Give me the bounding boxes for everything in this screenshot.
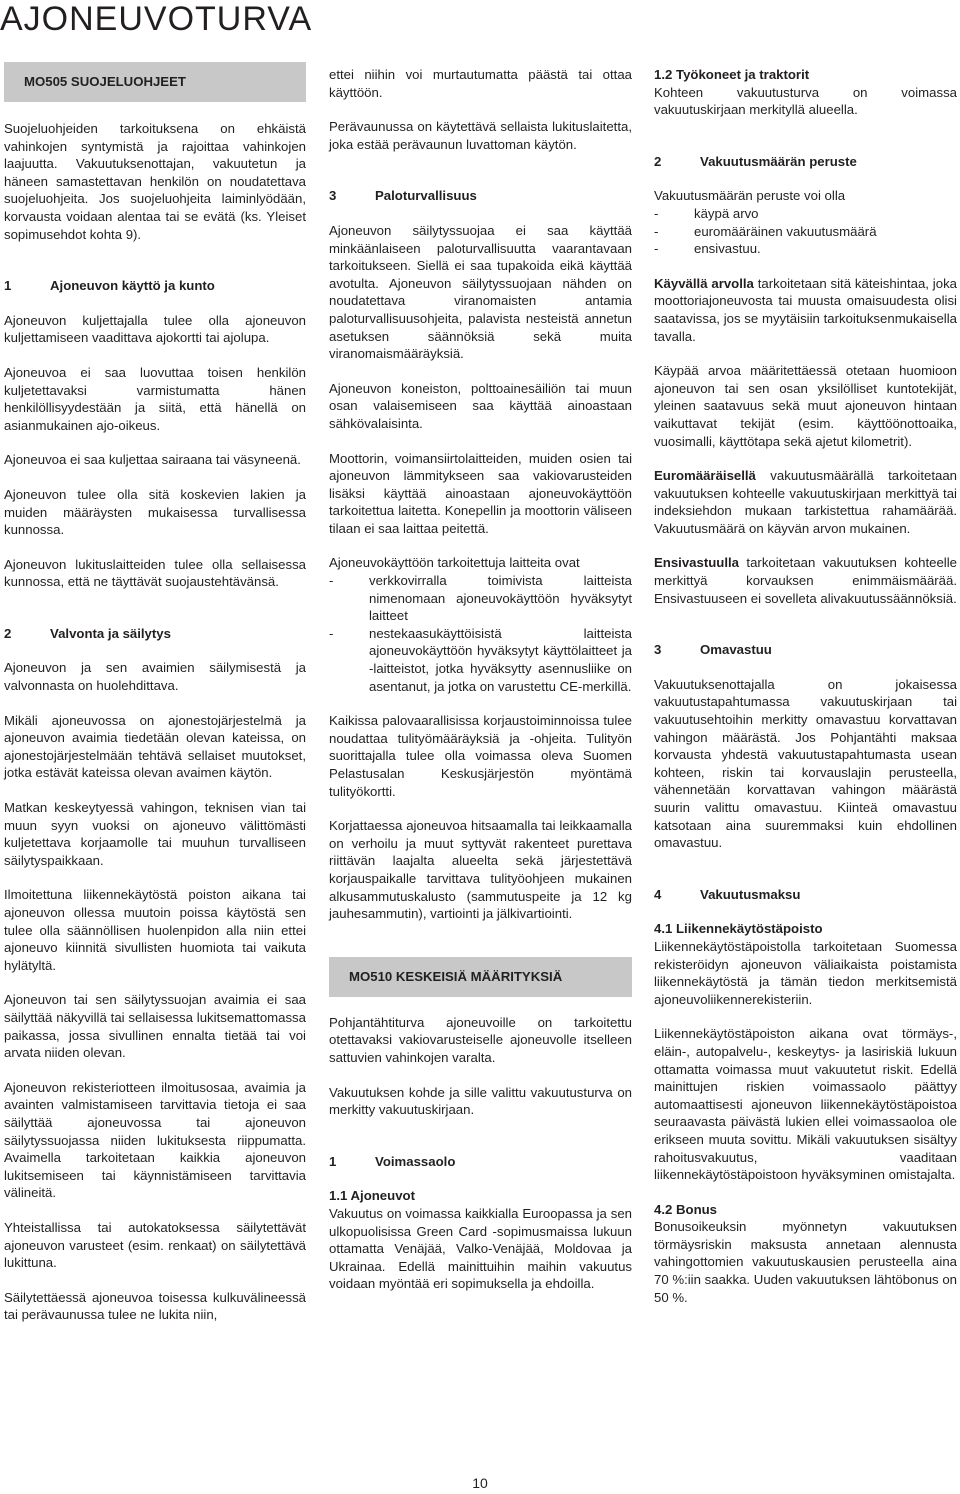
list-item xyxy=(329,625,632,695)
paragraph: Ajoneuvon rekisteriotteen ilmoitusosaa, avaimia ja avainten valmistamiseen tarvittavia tietoja ei saa säilyttää ajoneuvossa tai ajoneuvon säilytyssuojassa niiden lukituksesta riippumatta. Avaimella tarkoitetaan kaikkia ajoneuvon lukitsemiseen tai käynnistämiseen tarvittavia välineitä. xyxy=(4,1079,306,1201)
paragraph xyxy=(654,275,957,345)
paragraph: Ajoneuvokäyttöön tarkoitettuja laitteita ovat xyxy=(329,555,580,571)
subsection-title: 4.2 Bonus xyxy=(654,1201,718,1217)
paragraph: Perävaunussa on käytettävä sellaista lukituslaitetta, joka estää perävaunun luvattoman käytön. xyxy=(329,119,632,152)
subsection-title: 4.1 Liikennekäytöstäpoisto xyxy=(654,921,823,937)
section-title: Valvonta ja säilytys xyxy=(50,625,171,641)
paragraph: Ajoneuvon koneiston, polttoainesäiliön tai muun osan valaisemiseen saa käyttää ainoastaan sähkövalaisinta. xyxy=(329,380,632,431)
section-banner-mo510: MO510 KESKEISIÄ MÄÄRITYKSIÄ xyxy=(329,957,632,997)
list-item xyxy=(329,572,632,625)
paragraph: Moottorin, voimansiirtolaitteiden, muiden osien tai ajoneuvon lämmitykseen saa vakiovarusteiden lisäksi käyttää ainoastaan ajoneuvokäyttöön tarkoitettua laitetta. Konepellin ja moottorin väliseen tilaan ei saa laittaa peitettä. xyxy=(329,450,632,536)
list-dash: - xyxy=(654,205,659,221)
list-item xyxy=(654,240,957,258)
paragraph: Säilytettäessä ajoneuvoa toisessa kulkuvälineessä tai perävaunussa tulee ne lukita niin, xyxy=(4,1289,306,1323)
list-item-text: nestekaasukäyttöisistä laitteista ajoneuvokäyttöön hyväksytyt käyttölaitteet ja -laitteistot, jotka hyväksytty asennusliike on asentanut, ja jotka on varustettu CE-merkillä. xyxy=(369,625,632,694)
column-right xyxy=(654,66,957,1306)
paragraph: Kaikissa palovaarallisissa korjaustoiminnoissa tulee noudattaa tulityömääräyksiä ja -ohjeita. Tulityön suorittajalla tulee olla voimassa oleva Suomen Pelastusalan Keskusjärjestön myöntämä tulityökortti. xyxy=(329,713,632,799)
section-number: 2 xyxy=(4,625,12,641)
section-number: 1 xyxy=(329,1153,337,1169)
list-dash: - xyxy=(654,223,659,239)
term-definition: vakuutusmäärällä tarkoitetaan vakuutuksen kohteelle vakuutuskirjaan merkittyä tai indeksiehdon mukaan tarkistettua rahamäärää. Vakuutusmäärä on käyvän arvon mukainen. xyxy=(654,468,957,536)
paragraph: Korjattaessa ajoneuvoa hitsaamalla tai leikkaamalla on verhoilu ja muut syttyvät rakenteet purettava riittävän laajalta alueelta sekä järjestettävä korjauspaikalle tarvittava tulityöohjeen mukainen alkusammutuskalusto (sammutuspeite ja 12 kg jauhesammutin), vartiointi ja jälkivartiointi. xyxy=(329,818,632,922)
list-dash: - xyxy=(654,241,659,257)
subsection-title: 1.2 Työkoneet ja traktorit xyxy=(654,67,810,82)
list-dash: - xyxy=(329,625,334,641)
paragraph: Ajoneuvoa ei saa kuljettaa sairaana tai väsyneenä. xyxy=(4,452,301,468)
section-title: Vakuutusmaksu xyxy=(700,886,801,902)
paragraph: Ajoneuvoa ei saa luovuttaa toisen henkilön kuljetettavaksi varmistumatta hänen henkilöllisyydestään ja siitä, että hänellä on asianmukainen ajo-oikeus. xyxy=(4,364,306,433)
section-heading-1 xyxy=(4,277,306,295)
section-heading-1-voimassaolo xyxy=(329,1153,632,1171)
paragraph: Bonusoikeuksin myönnetyn vakuutuksen törmäysriskin maksusta annetaan alennusta vahingottomien vakuutuskausien perusteella aina 70 %:iin saakka. Uuden vakuutuksen lähtöbonus on 50 %. xyxy=(654,1219,957,1305)
section-heading-4-vakuutusmaksu xyxy=(654,886,957,904)
paragraph: Ajoneuvon ja sen avaimien säilymisestä ja valvonnasta on huolehdittava. xyxy=(4,660,306,694)
section-number: 3 xyxy=(654,642,662,658)
section-title: Omavastuu xyxy=(700,642,772,658)
column-middle xyxy=(329,66,632,1293)
list-dash: - xyxy=(329,573,334,589)
paragraph: Liikennekäytöstäpoistolla tarkoitetaan Suomessa rekisteröidyn ajoneuvon väliaikaista poistamista liikennekäytöstä ja tämän tiedon merkitsemistä ajoneuvoliikennerekisteriin. xyxy=(654,938,957,1007)
paragraph: Vakuutuksenottajalla on jokaisessa vakuutustapahtumassa vakuutuskirjaan tai vakuutusehtoihin merkitty omavastuu korvattavan vahingon määrästä. Jos Pohjantähti maksaa korvausta yhdestä vakuutustapahtumasta usean kohteen, riskin tai korvauslajin perusteella, vähennetään korvattavan vahingon määrästä suurin valittu omavastuu. Kiinteä omavastuu katsotaan aina suuremmaksi kuin ehdollinen omavastuu. xyxy=(654,676,957,851)
section-heading-2 xyxy=(4,625,306,643)
list-item-text: verkkovirralla toimivista laitteista nimenomaan ajoneuvokäyttöön hyväksytyt laitteet xyxy=(369,573,632,624)
section-heading-3 xyxy=(329,187,632,205)
paragraph: Liikennekäytöstäpoiston aikana ovat törmäys-, eläin-, autopalvelu-, keskeytys- ja lasiriskiä lukuun ottamatta voimassa muut vakuutetut riskit. Edellä mainittujen riskien voimassaolo päättyy automaattisesti ajoneuvon liikennekäytöstäpoistoa seuraavasta päivästä lukien ellei voimassaoloa ole erikseen muuta sovittu. Mikäli vakuutuksen sisältyy rahoitusvakuutus, vaaditaan liikennekäytöstäpoistoon hyväksyminen omistajalta. xyxy=(654,1026,957,1183)
paragraph: Mikäli ajoneuvossa on ajonestojärjestelmä ja ajoneuvon avaimia tiedetään olevan kateissa, on ajonestojärjestelmään tehtävä sellaiset muutokset, jotka estävät kateissa olevan avaimen käytön. xyxy=(4,712,306,781)
paragraph: Pohjantähtiturva ajoneuvoille on tarkoitettu otettavaksi vakiovarusteiselle ajoneuvolle itselleen sattuvien vahinkojen varalta. xyxy=(329,1014,632,1065)
list-item xyxy=(654,223,957,241)
paragraph: Vakuutusmäärän peruste voi olla xyxy=(654,188,846,204)
paragraph xyxy=(654,467,957,537)
basis-list xyxy=(654,205,957,258)
term-lead: Käyvällä arvolla xyxy=(654,275,754,291)
paragraph: Matkan keskeytyessä vahingon, teknisen vian tai muun syyn vuoksi on ajoneuvo välittömästi kuljetettava korjaamolle tai muuhun turvalliseen säilytyspaikkaan. xyxy=(4,800,306,868)
section-number: 2 xyxy=(654,153,662,169)
device-list xyxy=(329,572,632,695)
term-definition: tarkoitetaan vakuutuksen kohteelle merkittyä korvauksen enimmäismäärää. Ensivastuuseen ei sovelleta alivakuutussäännöksiä. xyxy=(654,555,957,606)
section-number: 4 xyxy=(654,886,662,902)
paragraph: Ajoneuvon kuljettajalla tulee olla ajoneuvon kuljettamiseen vaadittava ajokortti tai ajolupa. xyxy=(4,312,306,346)
section-number: 1 xyxy=(4,278,12,294)
term-definition: tarkoitetaan sitä käteishintaa, joka moottoriajoneuvosta tai muusta omaisuudesta olisi saatavissa, jos se myytäisiin tarkoituksenmukaisella tavalla. xyxy=(654,275,957,344)
paragraph: Vakuutus on voimassa kaikkialla Euroopassa ja sen ulkopuolisissa Green Card -sopimusmaissa lukuun ottamatta Venäjää, Valko-Venäjää, Moldovaa ja Ukrainaa. Edellä mainittuihin maihin vakuutus voidaan myöntää eri sopimuksella ja ehdoilla. xyxy=(329,1205,632,1292)
paragraph: Ajoneuvon tulee olla sitä koskevien lakien ja muiden määräysten mukaisessa turvallisessa kunnossa. xyxy=(4,486,306,538)
section-title: Ajoneuvon käyttö ja kunto xyxy=(50,278,215,294)
section-heading-2-peruste xyxy=(654,153,957,171)
paragraph: Vakuutuksen kohde ja sille valittu vakuutusturva on merkitty vakuutuskirjaan. xyxy=(329,1084,632,1118)
column-left xyxy=(4,62,306,1324)
term-lead: Euromääräisellä xyxy=(654,468,756,484)
paragraph: Yhteistallissa tai autokatoksessa säilytettävät ajoneuvon varusteet (esim. renkaat) on säilytettävä lukittuna. xyxy=(4,1219,306,1271)
paragraph: Kohteen vakuutusturva on voimassa vakuutuskirjaan merkityllä alueella. xyxy=(654,84,957,118)
paragraph: Ilmoitettuna liikennekäytöstä poiston aikana tai ajoneuvon ollessa muutoin poissa käytöstä sen tulee olla säännöllisen huolenpidon alla niin ettei ajoneuvo kiinnitä sivullisten huomiota tai vaikuta hylätyltä. xyxy=(4,887,306,973)
paragraph: Suojeluohjeiden tarkoituksena on ehkäistä vahinkojen syntymistä ja rajoittaa vahinkojen laajuutta. Vakuutuksenottajan, vakuutetun ja häneen samastettavan henkilön on noudatettava suojeluohjeita. Jos suojeluohjeita laiminlyödään, korvausta voidaan alentaa tai se evätä (ks. Yleiset sopimusehdot kohta 9). xyxy=(4,121,306,242)
section-number: 3 xyxy=(329,188,337,204)
list-item-text: euromääräinen vakuutusmäärä xyxy=(694,223,877,239)
page-number: 10 xyxy=(472,1475,488,1491)
paragraph: ettei niihin voi murtautumatta päästä tai ottaa käyttöön. xyxy=(329,67,632,100)
paragraph: Ajoneuvon säilytyssuojaa ei saa käyttää minkäänlaiseen paloturvallisuutta vaarantavaan tarkoitukseen. Siellä ei saa tupakoida eikä käyttää avotulta. Ajoneuvon säilytyssuojaan nähden on noudatettava viranomaisten antamia paloturvallisuusohjeita, palavista nesteistä annetun asetuksen säännöksiä sekä muita viranomaismääräyksiä. xyxy=(329,222,632,362)
page-title: AJONEUVOTURVA xyxy=(0,0,313,38)
section-title: Paloturvallisuus xyxy=(375,188,477,204)
list-item-text: käypä arvo xyxy=(694,205,759,221)
paragraph: Käypää arvoa määritettäessä otetaan huomioon ajoneuvon tai sen osan yksilölliset kuntotekijät, yleinen saatavuus sekä muut ajoneuvon hintaan vaikuttavat tekijät (esim. käyttöönottoaika, vuosimalli, käyttötapa sekä ajetut kilometrit). xyxy=(654,363,957,449)
term-lead: Ensivastuulla xyxy=(654,555,740,571)
section-title: Vakuutusmäärän peruste xyxy=(700,153,857,169)
section-title: Voimassaolo xyxy=(375,1153,456,1169)
paragraph: Ajoneuvon lukituslaitteiden tulee olla sellaisessa kunnossa, että ne täyttävät suojaustehtävänsä. xyxy=(4,556,306,590)
subsection-title: 1.1 Ajoneuvot xyxy=(329,1188,415,1204)
paragraph xyxy=(654,554,957,607)
list-item-text: ensivastuu. xyxy=(694,241,761,257)
list-item xyxy=(654,205,957,223)
section-heading-3-omavastuu xyxy=(654,641,957,659)
paragraph: Ajoneuvon tai sen säilytyssuojan avaimia ei saa säilyttää näkyvillä tai sellaisessa lukitsemattomassa paikassa, jossa sivullinen ennalta tietää tai voi arvata niiden olevan. xyxy=(4,992,306,1061)
section-banner-mo505: MO505 SUOJELUOHJEET xyxy=(4,62,306,102)
